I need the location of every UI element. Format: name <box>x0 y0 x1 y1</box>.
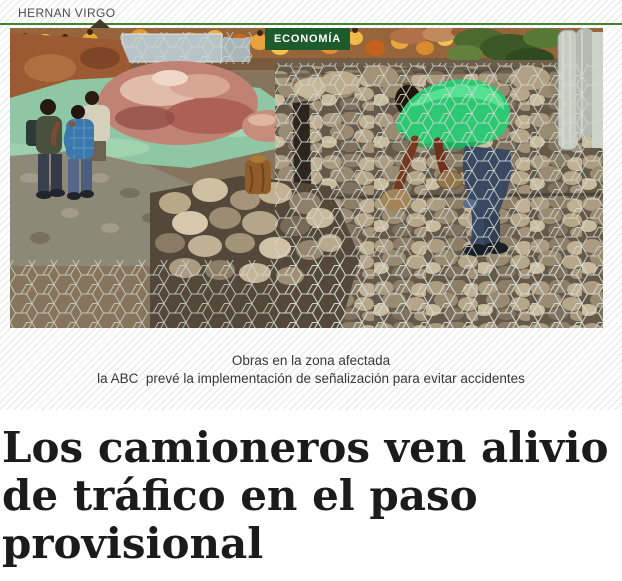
caption-line-1: Obras en la zona afectada <box>231 353 391 368</box>
article-headline <box>2 424 614 568</box>
photo-credit: HERNAN VIRGO <box>18 6 116 20</box>
photo-illustration <box>10 28 603 328</box>
headline-line-2: de tráfico en el paso <box>2 471 478 520</box>
empty-mesh-cages <box>120 32 252 64</box>
headline-line-3: provisional <box>2 519 264 568</box>
brown-sack <box>245 155 271 194</box>
category-badge[interactable]: ECONOMÍA <box>265 28 350 50</box>
pointer-notch-icon <box>90 19 110 28</box>
article-photo <box>10 28 603 328</box>
photo-caption <box>0 352 622 388</box>
caption-line-2: la ABC prevé la implementación de señalización para evitar accidentes <box>97 371 525 386</box>
headline-line-1: Los camioneros ven alivio <box>2 423 609 472</box>
